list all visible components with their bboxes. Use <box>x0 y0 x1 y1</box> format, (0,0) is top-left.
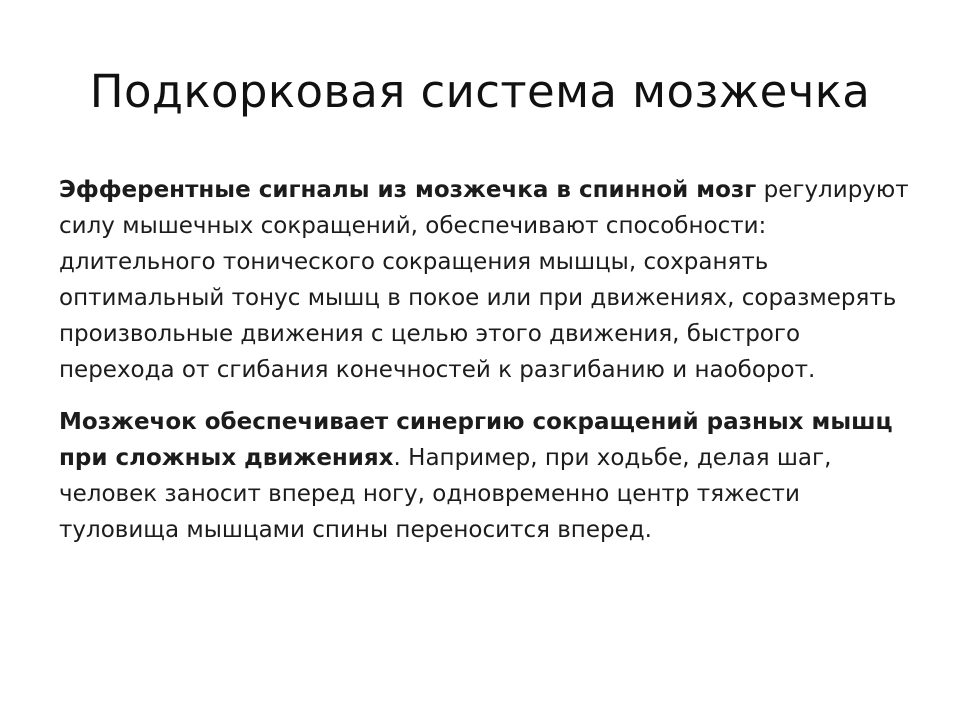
paragraph-efferent-signals-bold: Эфферентные сигналы из мозжечка в спинной мозг <box>59 177 757 203</box>
paragraph-synergy <box>59 404 909 548</box>
paragraph-efferent-signals-text: регулируют силу мышечных сокращений, обеспечивают способности: длительного тонического сокращения мышцы, сохранять оптимальный тонус мышц в покое или при движениях, соразмерять произвольные движения с целью этого движения, быстрого перехода от сгибания конечностей к разгибанию и наоборот. <box>59 177 909 383</box>
slide-body <box>59 172 909 564</box>
slide-title: Подкорковая система мозжечка <box>89 65 871 118</box>
paragraph-efferent-signals <box>59 172 909 388</box>
paragraph-synergy-text: . Например, при ходьбе, делая шаг, человек заносит вперед ногу, одновременно центр тяжести туловища мышцами спины переносится вперед. <box>59 445 832 543</box>
paragraph-synergy-bold: Мозжечок обеспечивает синергию сокращений разных мышц при сложных движениях <box>59 409 893 471</box>
